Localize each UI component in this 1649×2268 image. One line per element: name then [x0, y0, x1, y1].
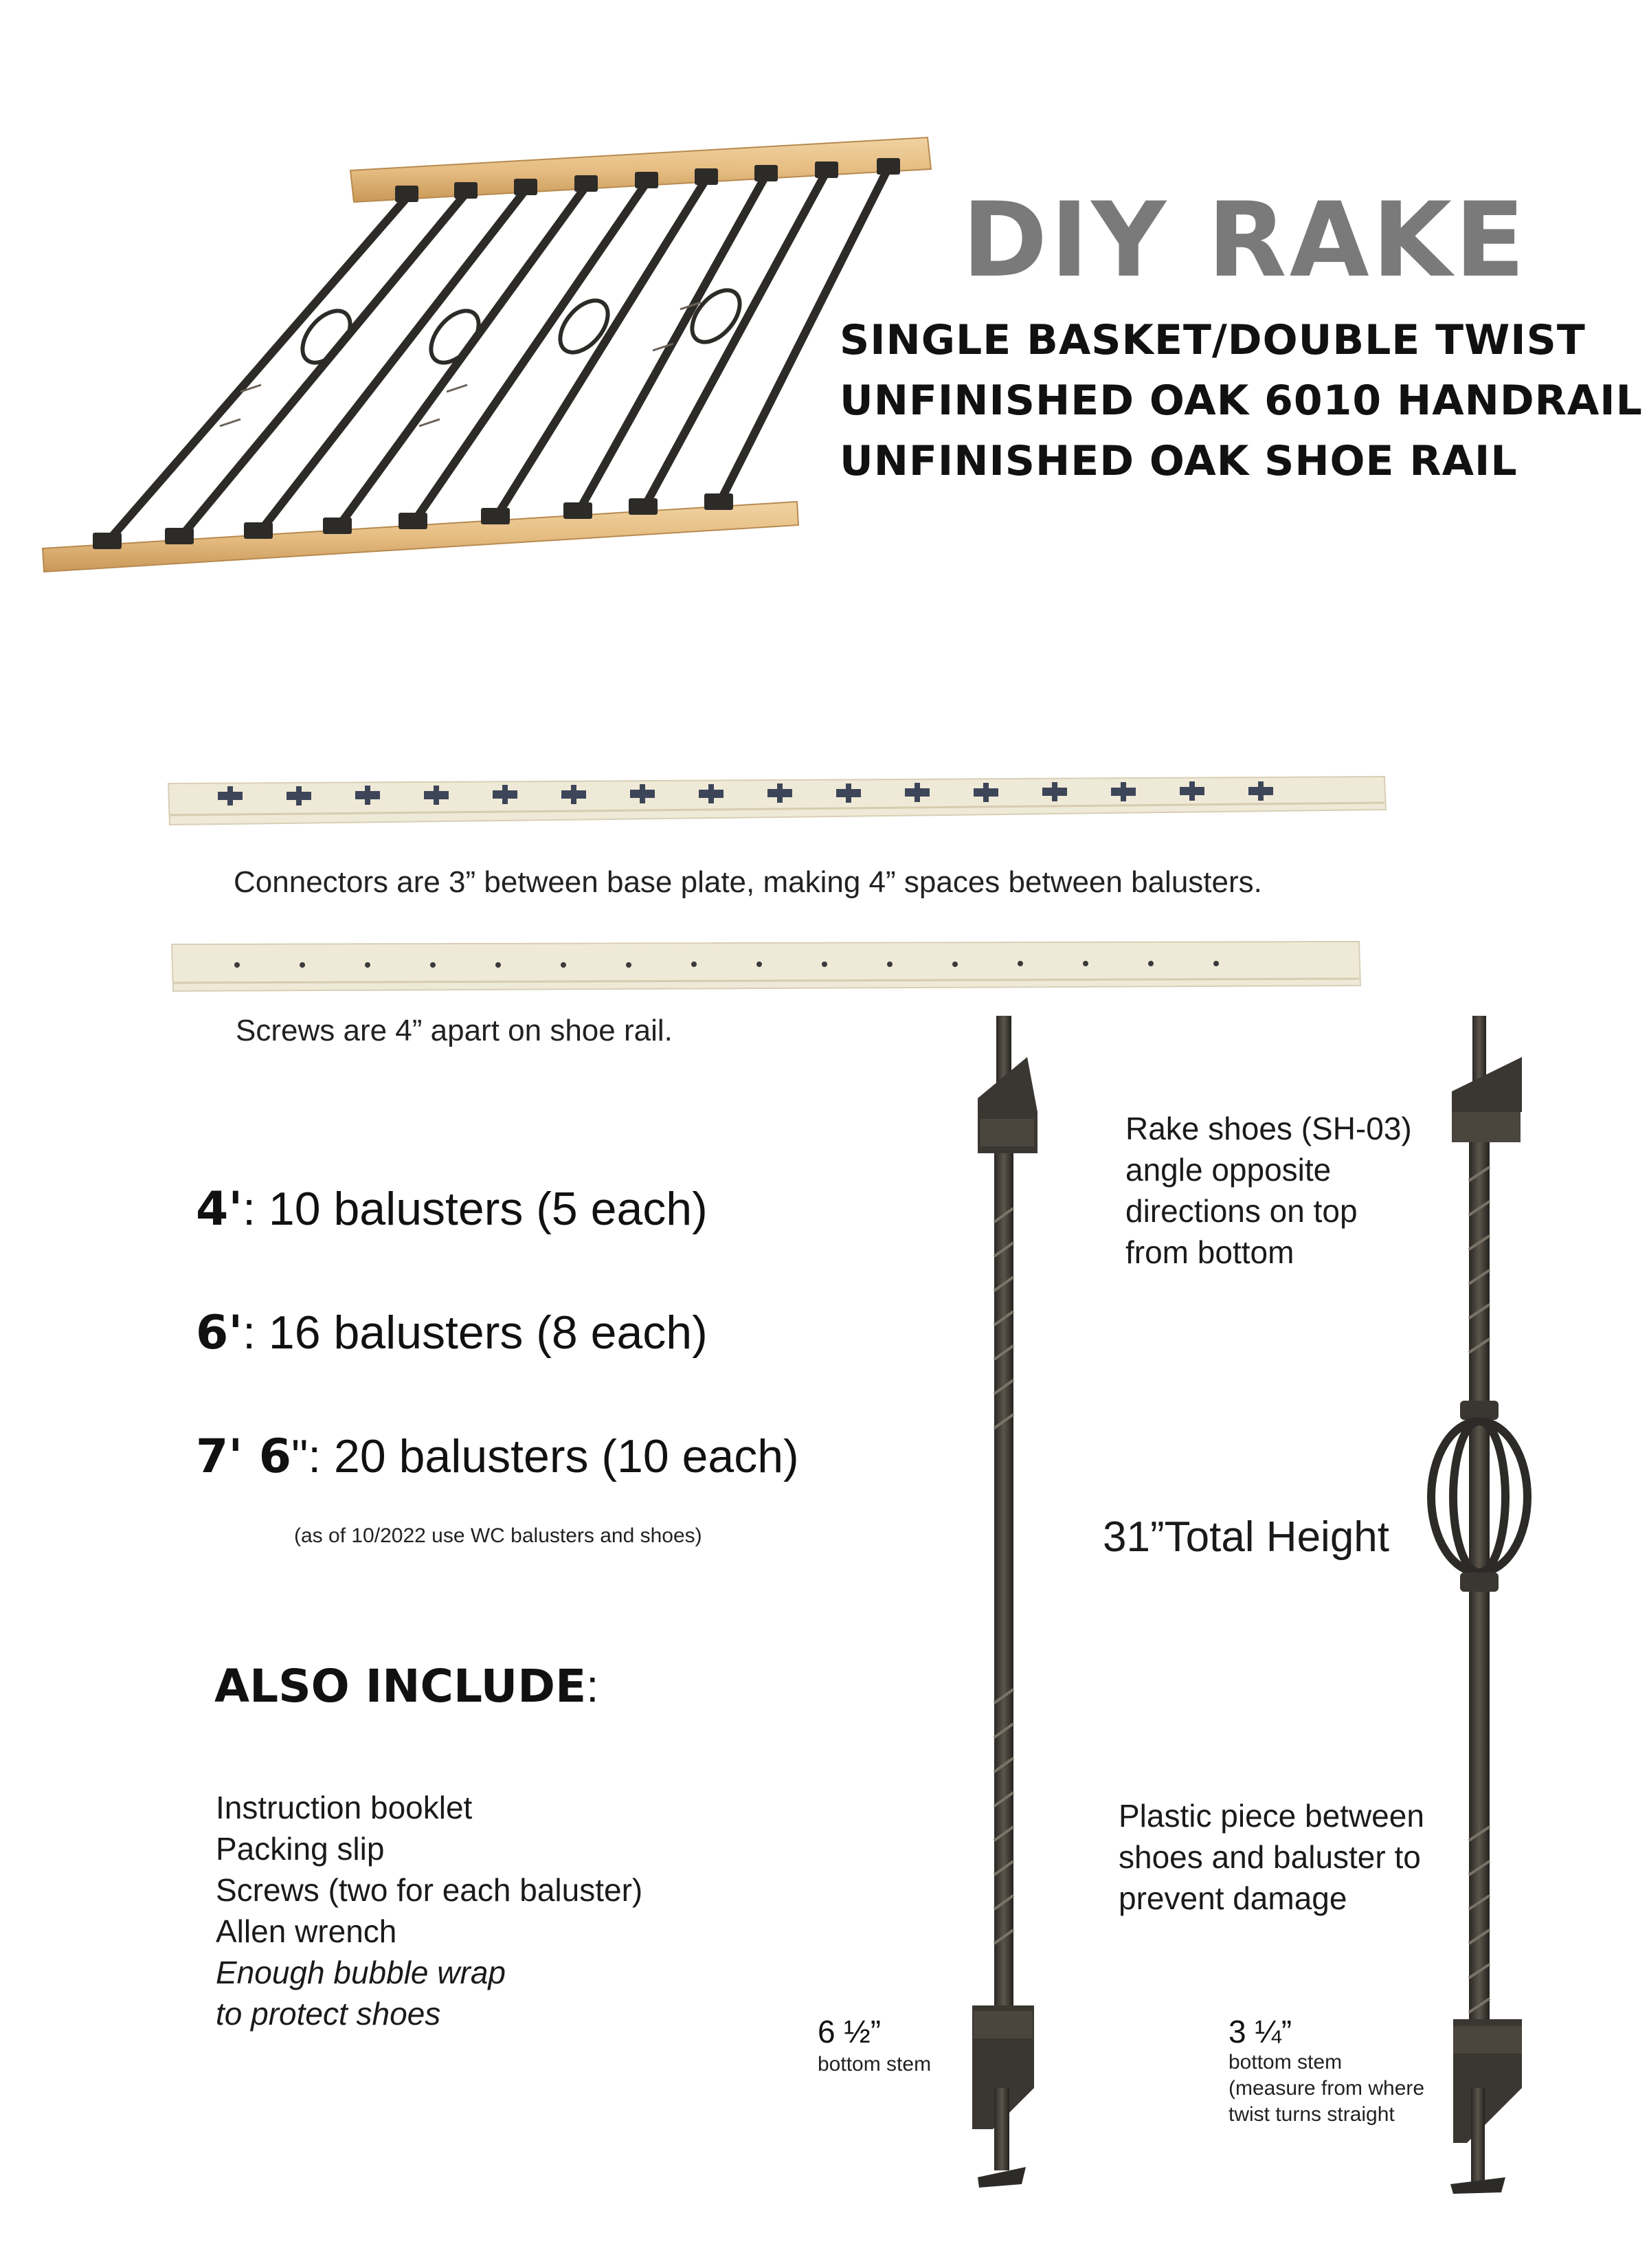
balusters	[106, 172, 886, 543]
single-basket-baluster	[1426, 1016, 1549, 2198]
screws-caption: Screws are 4” apart on shoe rail.	[236, 1014, 673, 1047]
page-title: DIY RAKE	[962, 181, 1528, 300]
right-stem-notes	[1229, 2049, 1424, 2128]
plastic-piece-note	[1119, 1795, 1424, 1919]
count-7ft6	[196, 1430, 799, 1484]
bottom-stem	[994, 2088, 1009, 2170]
right-stem-measure: 3 ¼”	[1229, 2014, 1292, 2049]
bottom-stem	[1471, 2088, 1485, 2184]
count-text: ": 20 balusters (10 each)	[291, 1430, 799, 1482]
count-size: 6'	[196, 1306, 243, 1360]
rake-railing-illustration	[34, 131, 824, 584]
baluster	[412, 186, 644, 524]
subtitle-line-3: UNFINISHED OAK SHOE RAIL	[840, 437, 1518, 485]
count-4ft	[196, 1182, 708, 1236]
note-line: Rake shoes (SH-03)	[1125, 1111, 1412, 1146]
note-line: directions on top	[1125, 1193, 1358, 1229]
also-include-list	[216, 1787, 642, 2034]
also-include-colon: :	[586, 1660, 599, 1711]
total-height-label: 31”Total Height	[1103, 1513, 1390, 1561]
list-item-italic: Enough bubble wrap	[216, 1955, 506, 1990]
also-include-label: ALSO INCLUDE	[214, 1660, 587, 1713]
baluster	[179, 196, 464, 540]
shoe-rail-screws-photo	[172, 942, 1360, 994]
connectors-caption: Connectors are 3” between base plate, making 4” spaces between balusters.	[234, 865, 1262, 899]
top-shoe	[1452, 1057, 1522, 1112]
left-stem-measure: 6 ½”	[818, 2014, 882, 2049]
subtitle-line-2: UNFINISHED OAK 6010 HANDRAIL	[840, 377, 1643, 425]
note-line: twist turns straight	[1229, 2103, 1395, 2126]
baluster	[258, 192, 524, 535]
rake-shoes-note	[1125, 1108, 1412, 1273]
note-line: angle opposite	[1125, 1152, 1332, 1188]
note-line: (measure from where	[1229, 2077, 1425, 2100]
subtitle-line-1: SINGLE BASKET/DOUBLE TWIST	[840, 316, 1586, 364]
count-size: 4'	[196, 1182, 243, 1236]
note-line: prevent damage	[1119, 1880, 1347, 1916]
list-item-italic: to protect shoes	[216, 1996, 441, 2032]
collar	[1460, 1572, 1499, 1592]
note-line: bottom stem	[1229, 2051, 1343, 2074]
note-line: from bottom	[1125, 1234, 1294, 1270]
list-item: Packing slip	[216, 1831, 385, 1867]
count-text: : 16 balusters (8 each)	[243, 1307, 708, 1359]
left-stem-label: bottom stem	[818, 2053, 932, 2076]
handrail-connectors-photo	[168, 775, 1391, 830]
count-6ft	[196, 1306, 708, 1360]
note-line: Plastic piece between	[1119, 1798, 1424, 1834]
count-text: : 10 balusters (5 each)	[243, 1183, 708, 1235]
list-item: Screws (two for each baluster)	[216, 1872, 643, 1908]
counts-note: (as of 10/2022 use WC balusters and shoes)	[294, 1524, 702, 1547]
count-size: 7' 6	[196, 1430, 292, 1484]
double-twist-baluster	[958, 1016, 1068, 2198]
list-item: Instruction booklet	[216, 1790, 473, 1825]
list-item: Allen wrench	[216, 1913, 397, 1949]
also-include-heading	[214, 1660, 599, 1713]
collar	[1460, 1401, 1499, 1420]
note-line: shoes and baluster to	[1119, 1839, 1421, 1875]
